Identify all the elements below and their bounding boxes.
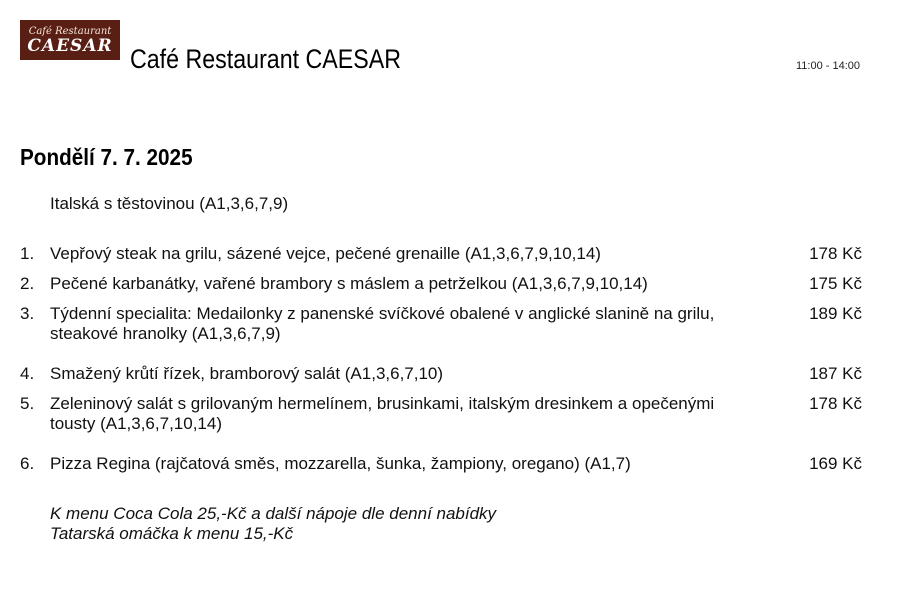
menu-item-description: Vepřový steak na grilu, sázené vejce, pečené grenaille (A1,3,6,7,9,10,14) <box>50 244 601 263</box>
soup-of-the-day: Italská s těstovinou (A1,3,6,7,9) <box>50 194 289 213</box>
drinks-note: K menu Coca Cola 25,-Kč a další nápoje dle denní nabídky <box>50 504 497 523</box>
menu-item-price: 189 Kč <box>809 304 862 323</box>
sauce-note: Tatarská omáčka k menu 15,-Kč <box>50 524 294 543</box>
menu-item-price: 178 Kč <box>809 394 862 413</box>
logo-script-text: Café Restaurant <box>28 25 112 37</box>
menu-item-number: 1. <box>20 244 35 263</box>
restaurant-logo <box>20 20 120 60</box>
menu-item-price: 187 Kč <box>809 364 862 383</box>
menu-item-description: Týdenní specialita: Medailonky z panenské svíčkové obalené v anglické slanině na grilu, steakové hranolky (A1,3,6,7,9) <box>50 304 715 343</box>
menu-notes <box>50 504 496 544</box>
menu-item-price: 178 Kč <box>809 244 862 263</box>
menu-item-description: Pečené karbanátky, vařené brambory s máslem a petrželkou (A1,3,6,7,9,10,14) <box>50 274 648 293</box>
menu-date-heading: Pondělí 7. 7. 2025 <box>20 144 193 170</box>
menu-item-description: Pizza Regina (rajčatová směs, mozzarella, šunka, žampiony, oregano) (A1,7) <box>50 454 631 473</box>
page-title: Café Restaurant CAESAR <box>130 44 402 74</box>
menu-item-description: Zeleninový salát s grilovaným hermelínem, brusinkami, italským dresinkem a opečenými tousty (A1,3,6,7,10,14) <box>50 394 715 433</box>
menu-item-number: 4. <box>20 364 35 383</box>
logo-name-text: CAESAR <box>27 35 113 56</box>
menu-item-number: 2. <box>20 274 35 293</box>
menu-item-number: 3. <box>20 304 35 323</box>
menu-item-description: Smažený krůtí řízek, bramborový salát (A1,3,6,7,10) <box>50 364 444 383</box>
menu-item-price: 169 Kč <box>809 454 862 473</box>
menu-item-number: 6. <box>20 454 35 473</box>
menu-item-price: 175 Kč <box>809 274 862 293</box>
menu-item-number: 5. <box>20 394 35 413</box>
opening-hours: 11:00 - 14:00 <box>795 60 860 72</box>
